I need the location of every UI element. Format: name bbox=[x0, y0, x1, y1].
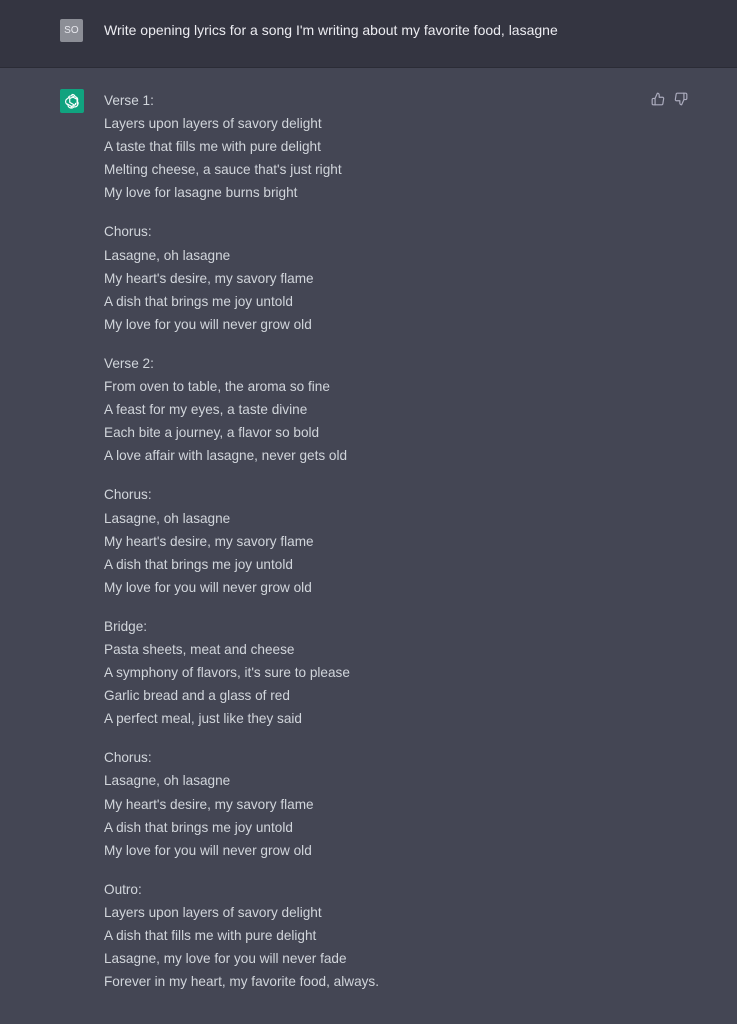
user-avatar: SO bbox=[60, 19, 83, 42]
lyric-line: Lasagne, oh lasagne bbox=[104, 773, 231, 789]
lyric-line: Lasagne, my love for you will never fade bbox=[104, 951, 347, 967]
stanza-heading: Outro: bbox=[104, 881, 142, 897]
stanza-heading: Chorus: bbox=[104, 750, 152, 766]
lyric-line: My heart's desire, my savory flame bbox=[104, 796, 314, 812]
stanza-heading: Chorus: bbox=[104, 224, 152, 240]
lyrics-stanza bbox=[104, 89, 624, 204]
lyric-line: A symphony of flavors, it's sure to please bbox=[104, 665, 350, 681]
lyric-line: Garlic bread and a glass of red bbox=[104, 688, 290, 704]
stanza-heading: Verse 1: bbox=[104, 93, 154, 108]
lyrics-stanza bbox=[104, 746, 624, 861]
lyric-line: Pasta sheets, meat and cheese bbox=[104, 641, 295, 657]
lyric-line: A dish that brings me joy untold bbox=[104, 819, 293, 835]
lyrics-stanza bbox=[104, 615, 624, 730]
thumbs-down-icon[interactable] bbox=[673, 91, 689, 107]
lyric-line: Forever in my heart, my favorite food, always. bbox=[104, 974, 379, 990]
assistant-message-text bbox=[104, 89, 624, 1009]
lyric-line: A perfect meal, just like they said bbox=[104, 711, 302, 727]
lyric-line: My heart's desire, my savory flame bbox=[104, 533, 314, 549]
user-message-text: Write opening lyrics for a song I'm writing about my favorite food, lasagne bbox=[104, 22, 558, 38]
lyric-line: A dish that brings me joy untold bbox=[104, 293, 293, 309]
lyric-line: My love for you will never grow old bbox=[104, 579, 312, 595]
assistant-message-row bbox=[0, 68, 737, 1023]
lyric-line: A love affair with lasagne, never gets old bbox=[104, 448, 348, 464]
lyric-line: A dish that brings me joy untold bbox=[104, 556, 293, 572]
lyric-line: Lasagne, oh lasagne bbox=[104, 247, 231, 263]
stanza-heading: Bridge: bbox=[104, 618, 148, 634]
lyric-line: From oven to table, the aroma so fine bbox=[104, 379, 330, 395]
lyrics-stanza bbox=[104, 878, 624, 993]
openai-logo-icon bbox=[60, 89, 84, 113]
lyric-line: A taste that fills me with pure delight bbox=[104, 139, 321, 155]
lyric-line: A feast for my eyes, a taste divine bbox=[104, 402, 308, 418]
lyric-line: Layers upon layers of savory delight bbox=[104, 116, 322, 132]
lyrics-stanza bbox=[104, 483, 624, 598]
stanza-heading: Chorus: bbox=[104, 487, 152, 503]
lyric-line: A dish that fills me with pure delight bbox=[104, 928, 317, 943]
lyrics-stanza bbox=[104, 220, 624, 335]
lyric-line: My love for you will never grow old bbox=[104, 316, 312, 332]
lyric-line: Each bite a journey, a flavor so bold bbox=[104, 425, 320, 441]
user-message-row bbox=[0, 0, 737, 68]
feedback-controls bbox=[650, 91, 689, 107]
lyric-line: My love for lasagne burns bright bbox=[104, 185, 298, 201]
lyric-line: Lasagne, oh lasagne bbox=[104, 510, 231, 526]
lyric-line: My heart's desire, my savory flame bbox=[104, 270, 314, 286]
lyrics-stanza bbox=[104, 352, 624, 467]
lyric-line: Melting cheese, a sauce that's just right bbox=[104, 162, 342, 178]
lyric-line: My love for you will never grow old bbox=[104, 842, 312, 858]
stanza-heading: Verse 2: bbox=[104, 355, 154, 371]
thumbs-up-icon[interactable] bbox=[650, 91, 666, 107]
lyric-line: Layers upon layers of savory delight bbox=[104, 904, 322, 920]
